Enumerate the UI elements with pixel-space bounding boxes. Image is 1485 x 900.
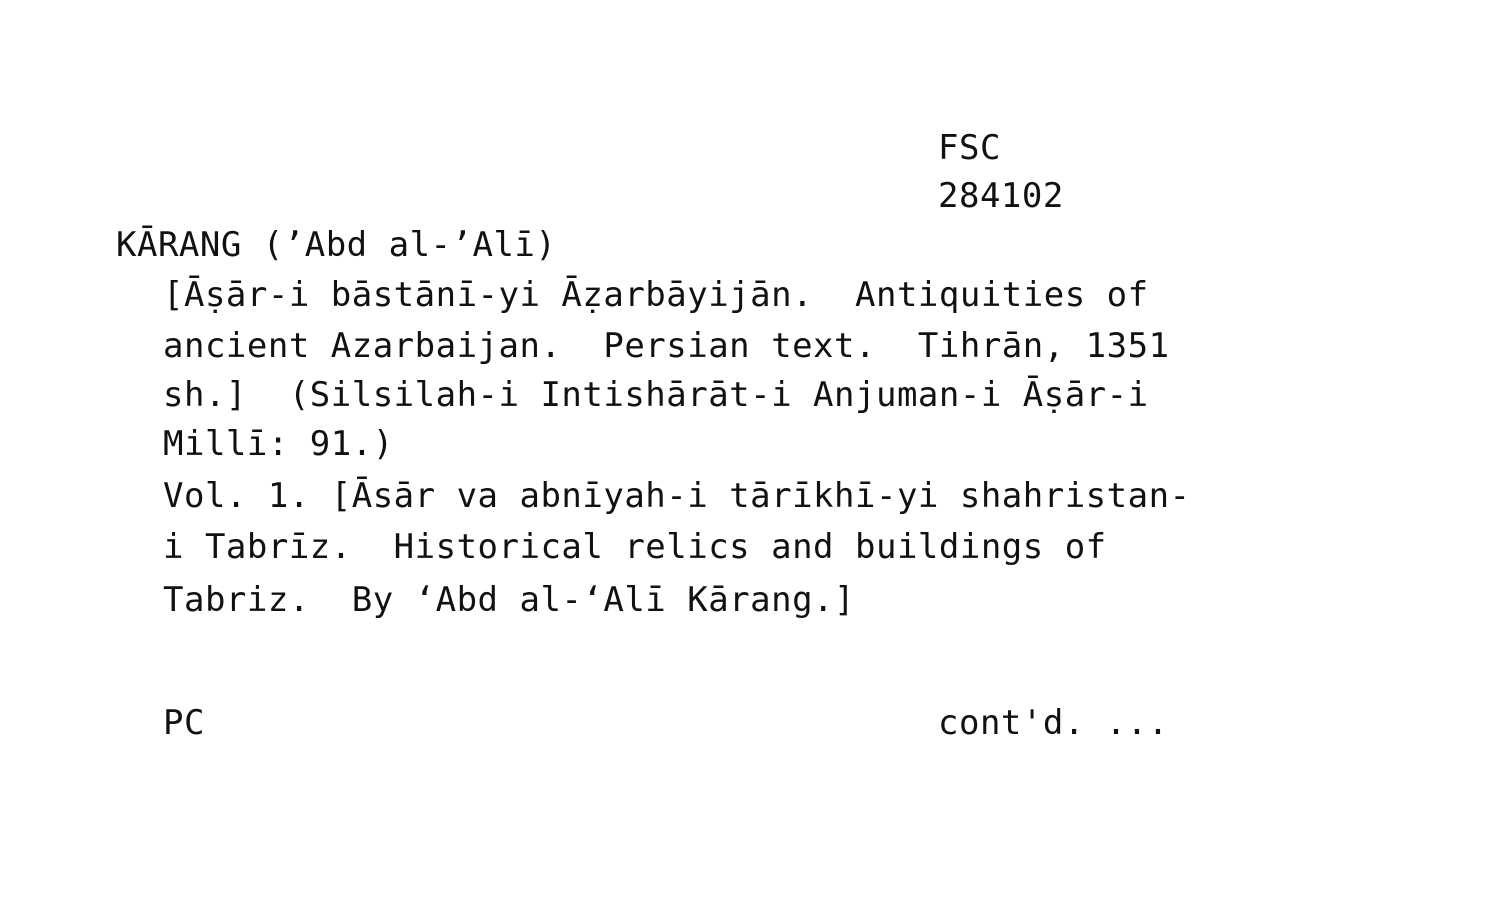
description-line: ancient Azarbaijan. Persian text. Tihrān, 1351	[163, 326, 1170, 366]
call-number-prefix: FSC	[938, 128, 1001, 168]
description-line: [Āṣār-i bāstānī-yi Āẓarbāyijān. Antiquities of	[163, 275, 1149, 315]
continued-note: cont'd. ...	[938, 703, 1169, 743]
call-number-value: 284102	[938, 176, 1064, 216]
description-line: Millī: 91.)	[163, 424, 394, 464]
description-line: i Tabrīz. Historical relics and buildings of	[163, 527, 1107, 567]
description-line: Vol. 1. [Āsār va abnīyah-i tārīkhī-yi shahristan-	[163, 476, 1191, 516]
footer-code: PC	[163, 703, 205, 743]
description-line: sh.] (Silsilah-i Intishārāt-i Anjuman-i Āṣār-i	[163, 375, 1149, 415]
description-line: Tabriz. By ʻAbd al-ʻAlī Kārang.]	[163, 580, 856, 620]
main-entry-author: KĀRANG (ʼAbd al-ʼAlī)	[116, 225, 557, 265]
